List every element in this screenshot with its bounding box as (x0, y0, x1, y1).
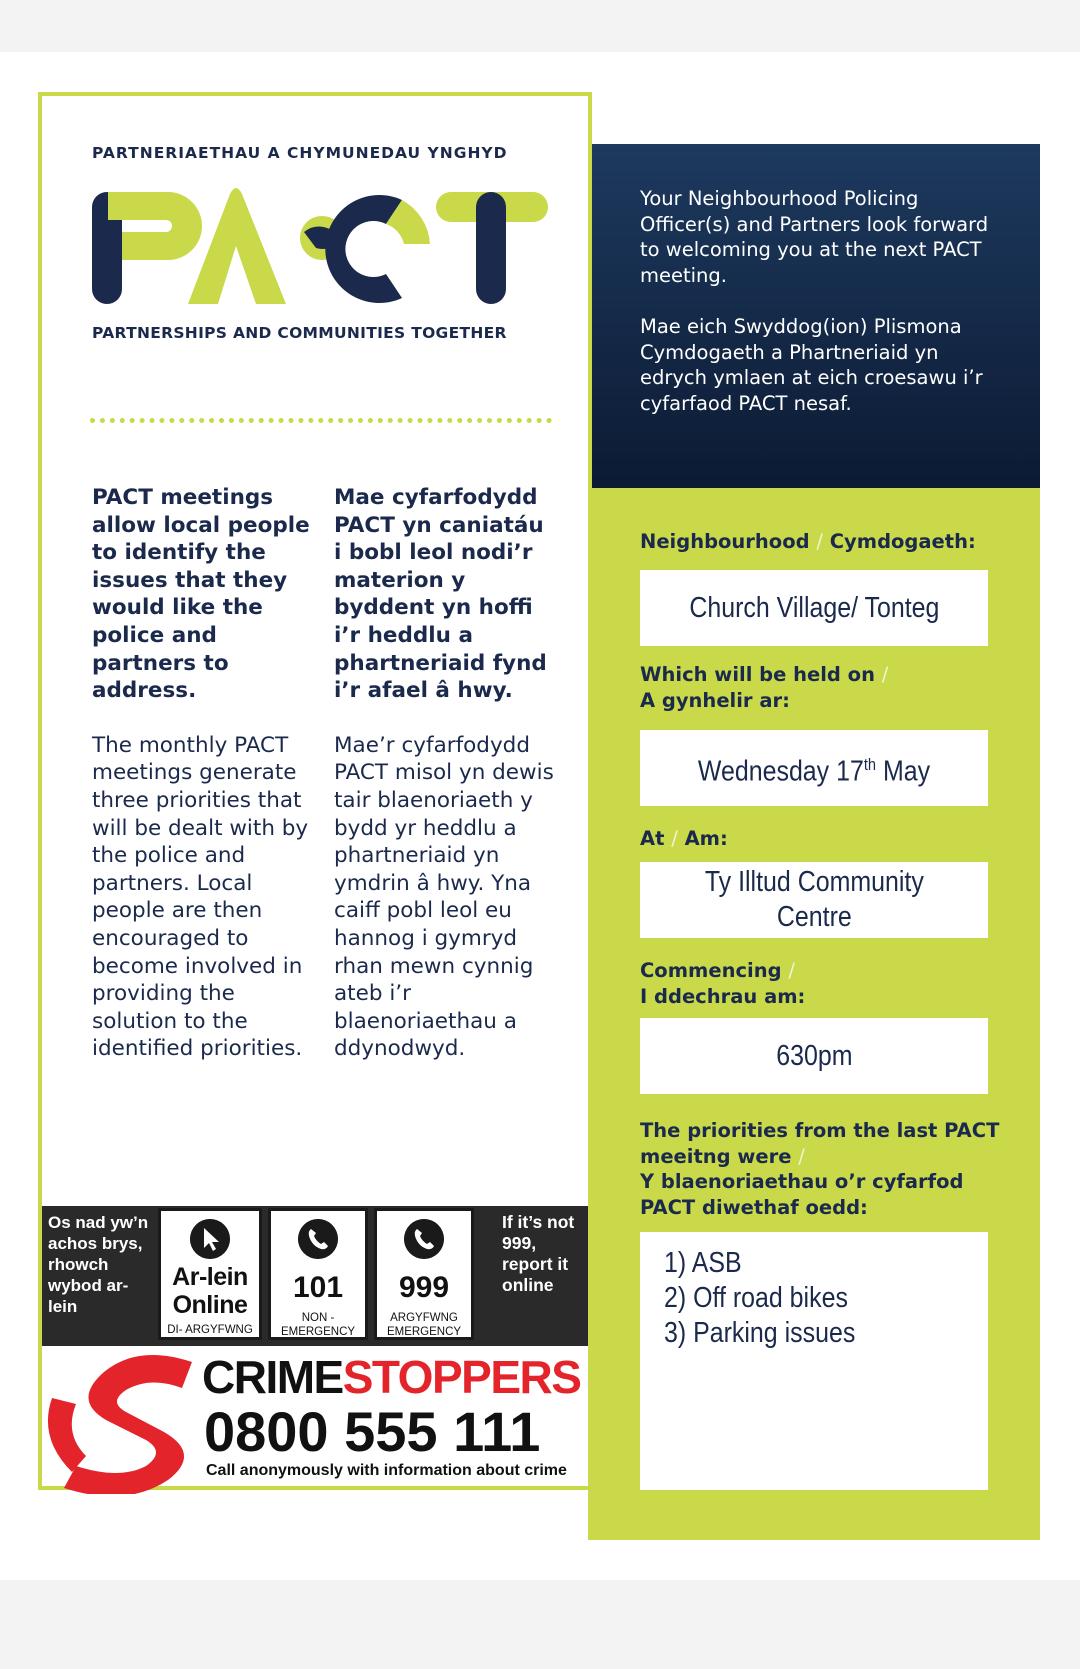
welsh-intro: Mae cyfarfodydd PACT yn caniatáu i bobl leol nodi’r materion y byddent yn hoffi i’r heddlu a phartneriaid fynd i’r afael â hwy. (334, 485, 547, 704)
cursor-icon (190, 1219, 230, 1259)
priorities-label (640, 1118, 1020, 1221)
welsh-tagline: PARTNERIAETHAU A CHYMUNEDAU YNGHYD (92, 144, 508, 162)
date-value (698, 748, 930, 789)
dotted-divider (90, 418, 552, 423)
top-margin-band (0, 0, 1080, 52)
english-tagline: PARTNERSHIPS AND COMMUNITIES TOGETHER (92, 324, 507, 342)
crimestoppers-s-logo (42, 1348, 202, 1494)
phone-icon (298, 1219, 338, 1259)
label-slash: / (788, 959, 795, 982)
left-flyer-panel (38, 92, 592, 1490)
time-field (640, 1018, 988, 1094)
date-month: May (876, 755, 931, 788)
neighbourhood-value: Church Village/ Tonteg (688, 592, 940, 624)
time-label-cy: I ddechrau am: (640, 984, 806, 1008)
time-value: 630pm (775, 1040, 853, 1072)
crimestoppers-number: 0800 555 111 (204, 1400, 541, 1463)
venue-line-1: Ty Illtud Community (704, 866, 924, 898)
date-weekday: Wednesday 17 (697, 755, 864, 788)
english-intro: PACT meetings allow local people to identify the issues that they would like the police and partners to address. (92, 485, 310, 704)
date-label (640, 662, 1020, 713)
neighbourhood-label-en: Neighbourhood (640, 530, 810, 553)
time-label (640, 958, 1020, 1009)
date-field (640, 730, 988, 806)
time-label-en: Commencing (640, 959, 782, 982)
emergency-number: 999 (398, 1271, 450, 1304)
crimestoppers-crime: CRIME (202, 1351, 343, 1403)
online-label: Ar-lein Online (172, 1263, 248, 1319)
online-sublabel: DI- ARGYFWNG (167, 1324, 253, 1336)
welsh-column (334, 484, 554, 1063)
priority-item: 1) ASB (664, 1247, 742, 1279)
priority-item: 3) Parking issues (664, 1317, 856, 1349)
meeting-details-panel (588, 488, 1040, 1540)
venue-field (640, 862, 988, 938)
phone-icon (404, 1219, 444, 1259)
priorities-list (640, 1232, 988, 1351)
non-emergency-label: NON - EMERGENCY (280, 1312, 356, 1338)
non-emergency-number: 101 (292, 1271, 344, 1304)
strip-report-online-text: If it’s not 999, report it online (502, 1212, 575, 1295)
welcome-panel (592, 144, 1040, 488)
bottom-margin-band (0, 1580, 1080, 1669)
venue-label-cy: Am: (684, 827, 728, 850)
online-report-box (158, 1208, 262, 1340)
label-slash: / (671, 827, 678, 850)
reporting-strip (42, 1206, 588, 1346)
neighbourhood-label-cy: Cymdogaeth: (829, 530, 976, 553)
english-column (92, 484, 312, 1063)
strip-welsh-online-text: Os nad yw’n achos brys, rhowch wybod ar-lein (48, 1213, 149, 1316)
emergency-box (374, 1208, 474, 1340)
venue-line-2: Centre (776, 901, 852, 933)
pact-logo (90, 180, 550, 310)
venue-value (704, 865, 923, 935)
date-label-en: Which will be held on (640, 663, 875, 686)
crimestoppers-wordmark (202, 1352, 580, 1402)
priority-item: 2) Off road bikes (664, 1282, 848, 1314)
venue-label-en: At (640, 827, 665, 850)
welcome-english: Your Neighbourhood Policing Officer(s) and Partners look forward to welcoming you at the next PACT meeting. (640, 187, 989, 288)
welcome-welsh: Mae eich Swyddog(ion) Plismona Cymdogaeth a Phartneriaid yn edrych ymlaen at eich croesawu i’r cyfarfaod PACT nesaf. (640, 315, 983, 416)
priorities-box (640, 1232, 988, 1490)
date-label-cy: A gynhelir ar: (640, 688, 790, 712)
emergency-label: ARGYFWNG EMERGENCY (386, 1312, 462, 1338)
neighbourhood-label (640, 529, 1020, 555)
english-body: The monthly PACT meetings generate three priorities that will be dealt with by the police and partners. Local people are then encouraged to become involved in providing the solution to the identified priorities. (92, 732, 309, 1062)
label-slash: / (881, 663, 889, 686)
venue-label (640, 826, 1020, 852)
non-emergency-box (268, 1208, 368, 1340)
date-suffix: th (863, 754, 877, 774)
label-slash: / (816, 530, 823, 553)
crimestoppers-tagline: Call anonymously with information about crime (206, 1462, 567, 1479)
priorities-label-cy: Y blaenoriaethau o’r cyfarfod PACT diwethaf oedd: (640, 1170, 964, 1220)
welsh-body: Mae’r cyfarfodydd PACT misol yn dewis tair blaenoriaeth y bydd yr heddlu a phartneriaid yn ymdrin â hwy. Yna caiff pobl leol eu hannog i gymryd rhan mewn cynnig ateb i’r blaenoriaethau a ddynodwyd. (334, 732, 554, 1062)
label-slash: / (798, 1144, 805, 1168)
priorities-label-en: The priorities from the last PACT meeitng were (640, 1119, 1000, 1168)
crimestoppers-stoppers: STOPPERS (342, 1351, 581, 1403)
neighbourhood-field (640, 570, 988, 646)
